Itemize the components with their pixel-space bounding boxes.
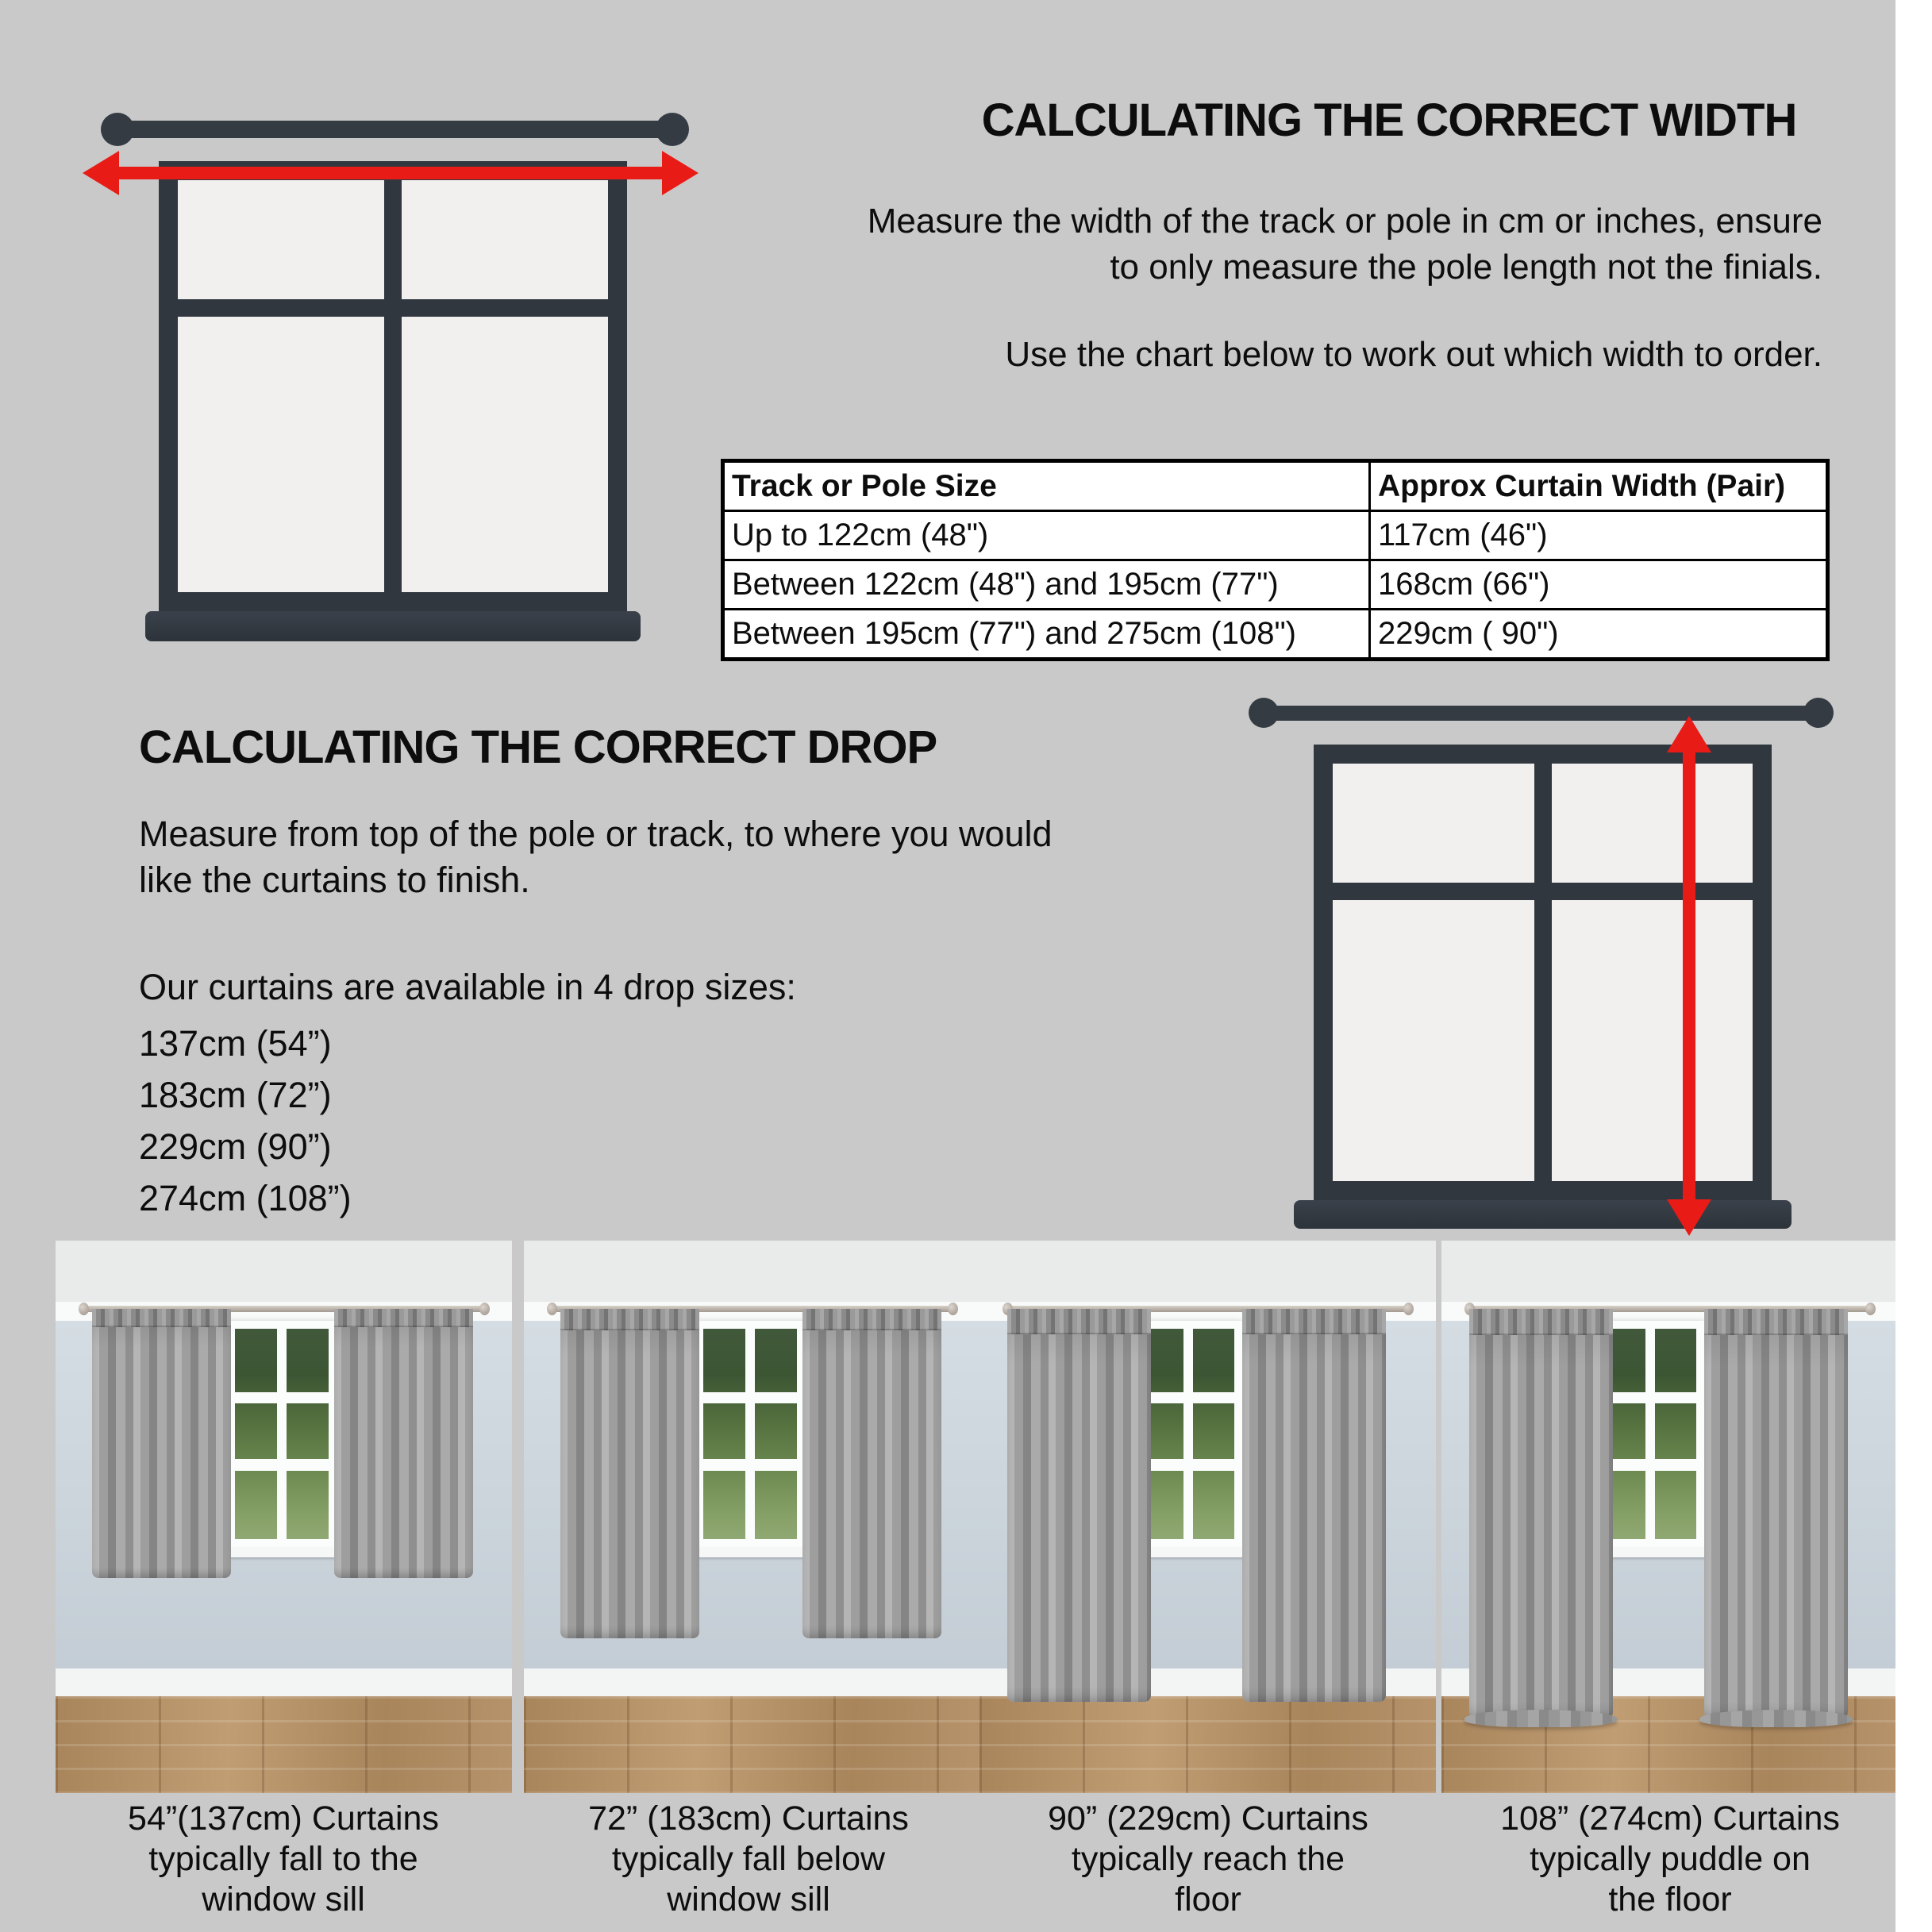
table-row [723, 610, 1828, 660]
width-measure-line-2: to only measure the pole length not the finials. [1110, 248, 1822, 287]
window-mullion [1183, 1329, 1193, 1539]
wall-upper [979, 1241, 1436, 1302]
drop-section-paragraph [139, 811, 1203, 903]
wall-upper [1441, 1241, 1898, 1302]
caption-line: floor [1175, 1880, 1241, 1919]
caption-line: the floor [1608, 1880, 1732, 1919]
drop-measure-line-1: Measure from top of the pole or track, to where you would [139, 814, 1053, 854]
photo-caption-54in [53, 1799, 514, 1920]
room-window [227, 1321, 337, 1547]
pole-size-cell: Between 122cm (48") and 195cm (77") [723, 560, 1370, 610]
wood-floor [56, 1696, 512, 1793]
caption-line: 72” (183cm) Curtains [588, 1799, 909, 1838]
caption-line: typically fall below [611, 1840, 886, 1878]
drop-size-item: 274cm (108”) [139, 1178, 352, 1218]
arrow-right-head-icon [662, 151, 699, 195]
drop-section-heading: CALCULATING THE CORRECT DROP [139, 722, 937, 773]
curtain-left [1007, 1309, 1151, 1702]
window-mullion [1645, 1329, 1655, 1539]
curtain-width-cell: 229cm ( 90") [1370, 610, 1828, 660]
drop-size-item: 183cm (72”) [139, 1075, 332, 1115]
window-bar [235, 1459, 329, 1471]
window-bar [1605, 1459, 1696, 1471]
wall-upper [56, 1241, 512, 1302]
pole-size-cell: Up to 122cm (48") [723, 511, 1370, 560]
curtain-width-cell: 117cm (46") [1370, 511, 1828, 560]
size-table [721, 459, 1830, 661]
photo-54in-curtains [56, 1241, 512, 1793]
wood-floor [979, 1696, 1436, 1793]
wood-floor [524, 1696, 980, 1793]
curtain-right [1704, 1309, 1848, 1718]
window-bar [703, 1392, 797, 1404]
window-bar [1605, 1392, 1696, 1404]
caption-line: typically fall to the [148, 1840, 418, 1878]
window-mullion [277, 1329, 287, 1539]
photo-caption-72in [518, 1799, 979, 1920]
window-sill [145, 611, 641, 641]
drop-size-item: 137cm (54”) [139, 1023, 332, 1064]
photo-108in-curtains [1441, 1241, 1898, 1793]
room-window [695, 1321, 805, 1547]
window-bar [1143, 1459, 1234, 1471]
window-pane [402, 180, 608, 299]
photo-caption-90in [978, 1799, 1438, 1920]
width-measure-line-1: Measure the width of the track or pole in cm or inches, ensure [867, 202, 1822, 241]
baseboard [56, 1668, 512, 1696]
caption-line: typically puddle on [1530, 1840, 1811, 1878]
caption-line: 108” (274cm) Curtains [1500, 1799, 1840, 1838]
caption-line: 90” (229cm) Curtains [1048, 1799, 1368, 1838]
curtain-left [92, 1309, 231, 1577]
caption-line: typically reach the [1071, 1840, 1345, 1878]
size-table-header-row [723, 461, 1828, 511]
drop-sizes-intro: Our curtains are available in 4 drop sizes: [139, 967, 796, 1007]
width-section-paragraphs [659, 198, 1822, 378]
window-pane [1552, 900, 1753, 1181]
arrow-shaft [1683, 746, 1695, 1206]
window-pane [402, 317, 608, 592]
caption-line: window sill [667, 1880, 830, 1919]
window-bar [1143, 1392, 1234, 1404]
table-row [723, 560, 1828, 610]
drop-sizes-list [139, 1018, 352, 1224]
curtain-puddle-left [1464, 1710, 1618, 1727]
window-sill [1294, 1200, 1792, 1229]
window-pane [178, 180, 384, 299]
room-window [1597, 1321, 1704, 1547]
curtain-width-cell: 168cm (66") [1370, 560, 1828, 610]
window-frame [159, 161, 627, 611]
caption-line: 54”(137cm) Curtains [128, 1799, 439, 1838]
curtain-puddle-right [1699, 1710, 1853, 1727]
width-section-heading: CALCULATING THE CORRECT WIDTH [981, 94, 1797, 146]
table-row [723, 511, 1828, 560]
window-mullion [745, 1329, 755, 1539]
curtain-pole [1264, 706, 1818, 721]
window-pane [178, 317, 384, 592]
window-pane [1333, 764, 1534, 883]
window-sill [688, 1547, 811, 1557]
photo-90in-curtains [979, 1241, 1436, 1793]
drop-measure-line-2: like the curtains to finish. [139, 860, 530, 900]
wall-upper [524, 1241, 980, 1302]
curtain-left [560, 1309, 699, 1638]
arrow-down-head-icon [1667, 1199, 1711, 1236]
size-table-col2-header: Approx Curtain Width (Pair) [1370, 461, 1828, 511]
size-table-col1-header: Track or Pole Size [723, 461, 1370, 511]
width-chart-line: Use the chart below to work out which width to order. [1005, 335, 1822, 374]
curtain-right [802, 1309, 941, 1638]
drop-size-item: 229cm (90”) [139, 1126, 332, 1167]
caption-line: window sill [202, 1880, 365, 1919]
window-bar [235, 1392, 329, 1404]
photo-caption-108in [1440, 1799, 1900, 1920]
curtain-right [334, 1309, 473, 1577]
width-measure-arrow-icon [83, 151, 699, 195]
window-pane [1552, 764, 1753, 883]
drop-measure-arrow-icon [1667, 716, 1711, 1236]
window-bar [703, 1459, 797, 1471]
curtain-pole [117, 121, 672, 138]
window-sill [220, 1547, 343, 1557]
curtain-left [1469, 1309, 1613, 1718]
curtain-right [1242, 1309, 1386, 1702]
baseboard [524, 1668, 980, 1696]
right-white-margin [1895, 0, 1932, 1932]
arrow-shaft [113, 167, 668, 179]
photo-72in-curtains [524, 1241, 980, 1793]
pole-size-cell: Between 195cm (77") and 275cm (108") [723, 610, 1370, 660]
room-window [1135, 1321, 1242, 1547]
window-pane [1333, 900, 1534, 1181]
